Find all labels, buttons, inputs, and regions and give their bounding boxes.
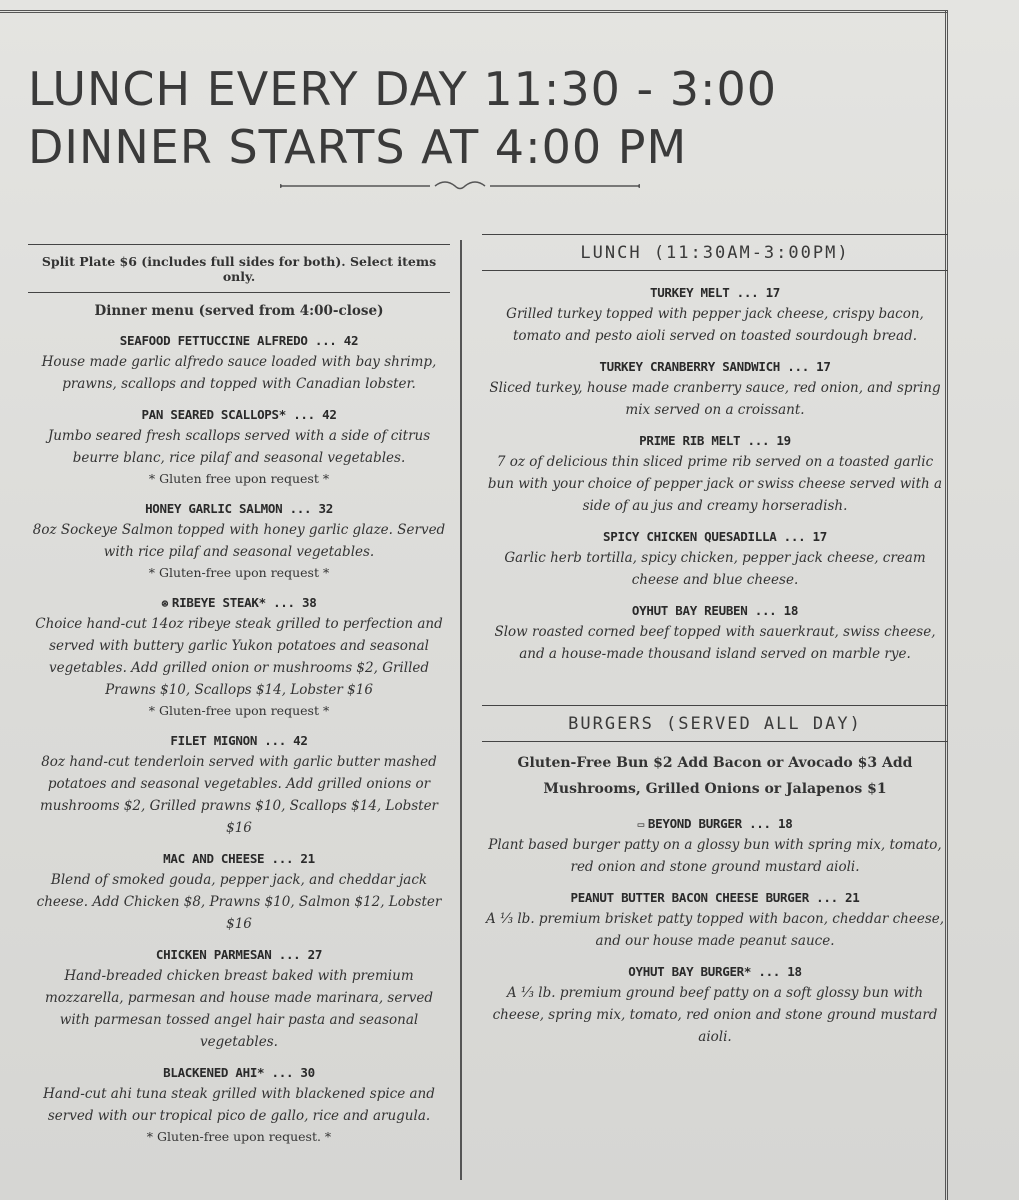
item-note: * Gluten free upon request *: [148, 471, 330, 486]
menu-item: [482, 285, 948, 347]
item-desc: Jumbo seared fresh scallops served with a side of citrus beurre blanc, rice pilaf and seasonal vegetables.: [47, 428, 431, 466]
menu-item: [28, 1065, 450, 1147]
column-divider: [460, 240, 462, 1180]
item-name: TURKEY MELT ... 17: [649, 285, 781, 300]
menu-item: [28, 595, 450, 721]
item-name: MAC AND CHEESE ... 21: [163, 851, 315, 866]
headline: [28, 60, 928, 176]
item-name: CHICKEN PARMESAN ... 27: [155, 947, 323, 962]
item-note: * Gluten-free upon request *: [148, 703, 330, 718]
item-note: * Gluten-free upon request *: [148, 565, 330, 580]
dinner-menu-subtitle: Dinner menu (served from 4:00-close): [94, 303, 384, 319]
menu-item: [482, 603, 948, 665]
menu-item: [28, 333, 450, 395]
lunch-heading: LUNCH (11:30AM-3:00PM): [580, 243, 850, 263]
item-desc: Garlic herb tortilla, spicy chicken, pepper jack cheese, cream cheese and blue cheese.: [504, 550, 926, 588]
dinner-column: [28, 230, 450, 1159]
item-name: FILET MIGNON ... 42: [170, 733, 308, 748]
item-name: RIBEYE STEAK* ... 38: [171, 595, 317, 610]
burgers-heading: BURGERS (SERVED ALL DAY): [568, 714, 862, 734]
ornament-divider: [280, 180, 640, 192]
item-desc: A ⅓ lb. premium ground beef patty on a soft glossy bun with cheese, spring mix, tomato, red onion and stone ground mustard aioli.: [492, 985, 938, 1045]
gluten-free-symbol-icon: ⊛: [161, 597, 168, 610]
item-name: PAN SEARED SCALLOPS* ... 42: [141, 407, 337, 422]
item-name: TURKEY CRANBERRY SANDWICH ... 17: [599, 359, 831, 374]
headline-lunch-hours: LUNCH EVERY DAY 11:30 - 3:00: [28, 62, 778, 116]
frame-top-border: [0, 10, 948, 13]
item-desc: 8oz hand-cut tenderloin served with garlic butter mashed potatoes and seasonal vegetables. Add grilled onions or mushrooms $2, Grilled prawns $10, Scallops $14, Lobster $16: [39, 754, 439, 836]
item-name: BEYOND BURGER ... 18: [647, 816, 793, 831]
item-desc: Hand-cut ahi tuna steak grilled with blackened spice and served with our tropical pico de gallo, rice and arugula.: [43, 1086, 435, 1124]
item-desc: Sliced turkey, house made cranberry sauce, red onion, and spring mix served on a croissant.: [489, 380, 941, 418]
item-name: SPICY CHICKEN QUESADILLA ... 17: [603, 529, 827, 544]
item-desc: Blend of smoked gouda, pepper jack, and cheddar jack cheese. Add Chicken $8, Prawns $10, Salmon $12, Lobster $16: [36, 872, 442, 932]
menu-item: [28, 851, 450, 935]
menu-item: [482, 816, 948, 878]
item-desc: A ⅓ lb. premium brisket patty topped with bacon, cheddar cheese, and our house made peanut sauce.: [485, 911, 945, 949]
split-plate-note: Split Plate $6 (includes full sides for both). Select items only.: [41, 254, 437, 284]
item-name: HONEY GARLIC SALMON ... 32: [145, 501, 333, 516]
menu-item: [482, 359, 948, 421]
menu-item: [28, 407, 450, 489]
item-name: OYHUT BAY REUBEN ... 18: [631, 603, 799, 618]
menu-item: [482, 890, 948, 952]
item-name: PEANUT BUTTER BACON CHEESE BURGER ... 21: [570, 890, 860, 905]
rule: [28, 292, 450, 293]
item-name: PRIME RIB MELT ... 19: [639, 433, 791, 448]
menu-item: [28, 501, 450, 583]
menu-item: [482, 529, 948, 591]
lunch-burger-column: [482, 230, 948, 1060]
item-desc: Choice hand-cut 14oz ribeye steak grilled to perfection and served with buttery garlic Yukon potatoes and seasonal vegetables. Add grilled onion or mushrooms $2, Grilled Prawns $10, Scallops $14, Lobster $16: [35, 616, 443, 698]
item-name: OYHUT BAY BURGER* ... 18: [628, 964, 802, 979]
item-name-row: [28, 595, 450, 610]
item-desc: Hand-breaded chicken breast baked with premium mozzarella, parmesan and house made marinara, served with parmesan tossed angel hair pasta and seasonal vegetables.: [44, 968, 434, 1050]
item-name: SEAFOOD FETTUCCINE ALFREDO ... 42: [119, 333, 359, 348]
item-desc: Slow roasted corned beef topped with sauerkraut, swiss cheese, and a house-made thousand island served on marble rye.: [494, 624, 936, 662]
item-name: BLACKENED AHI* ... 30: [163, 1065, 315, 1080]
item-desc: 7 oz of delicious thin sliced prime rib served on a toasted garlic bun with your choice of pepper jack or swiss cheese served with a side of au jus and creamy horseradish.: [487, 454, 943, 514]
item-name-row: [482, 816, 948, 831]
item-note: * Gluten-free upon request. *: [146, 1129, 332, 1144]
item-desc: Grilled turkey topped with pepper jack cheese, crispy bacon, tomato and pesto aioli served on toasted sourdough bread.: [506, 306, 924, 344]
headline-dinner-hours: DINNER STARTS AT 4:00 PM: [28, 120, 688, 174]
menu-item: [28, 733, 450, 839]
rule: [482, 741, 948, 742]
vegan-symbol-icon: ▭: [637, 818, 644, 831]
item-desc: House made garlic alfredo sauce loaded with bay shrimp, prawns, scallops and topped with Canadian lobster.: [41, 354, 437, 392]
burger-addons: Gluten-Free Bun $2 Add Bacon or Avocado $3 Add Mushrooms, Grilled Onions or Jalapenos $1: [517, 755, 913, 797]
menu-item: [482, 433, 948, 517]
menu-item: [28, 947, 450, 1053]
rule: [482, 270, 948, 271]
menu-item: [482, 964, 948, 1048]
item-desc: Plant based burger patty on a glossy bun with spring mix, tomato, red onion and stone ground mustard aioli.: [488, 837, 942, 875]
item-desc: 8oz Sockeye Salmon topped with honey garlic glaze. Served with rice pilaf and seasonal vegetables.: [32, 522, 446, 560]
